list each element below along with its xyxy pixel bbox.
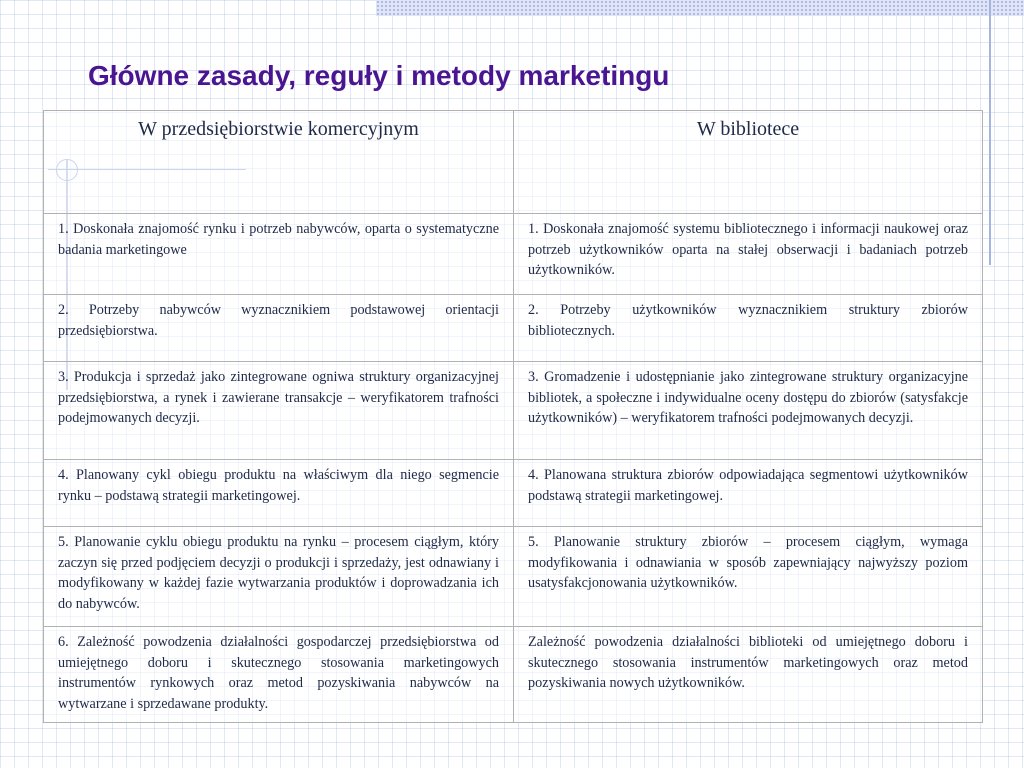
table-row — [44, 214, 983, 295]
cell-library: 3. Gromadzenie i udostępnianie jako zintegrowane struktury organizacyjne bibliotek, a społeczne i indywidualne oceny dostępu do zbiorów (satysfakcje użytkowników) – weryfikatorem trafności podejmowanych decyzji. — [514, 362, 983, 460]
right-decor-line — [989, 0, 991, 265]
cell-commercial: 4. Planowany cykl obiegu produktu na właściwym dla niego segmencie rynku – podstawą strategii marketingowej. — [44, 460, 514, 527]
table-row — [44, 627, 983, 723]
comparison-table — [43, 110, 983, 723]
cell-commercial: 2. Potrzeby nabywców wyznacznikiem podstawowej orientacji przedsiębiorstwa. — [44, 295, 514, 362]
cell-commercial: 3. Produkcja i sprzedaż jako zintegrowane ogniwa struktury organizacyjnej przedsiębiorstwa, a rynek i zawierane transakcje – weryfikatorem trafności podejmowanych decyzji. — [44, 362, 514, 460]
slide-title: Główne zasady, reguły i metody marketingu — [88, 60, 670, 91]
header-library: W bibliotece — [514, 111, 983, 214]
table-row — [44, 460, 983, 527]
cell-library: 4. Planowana struktura zbiorów odpowiadająca segmentowi użytkowników podstawą strategii marketingowej. — [514, 460, 983, 527]
cell-commercial: 6. Zależność powodzenia działalności gospodarczej przedsiębiorstwa od umiejętnego doboru i skutecznego stosowania marketingowych instrumentów rynkowych oraz metod pozyskiwania nabywców na wytwarzane i sprzedawane produkty. — [44, 627, 514, 723]
table-header-row — [44, 111, 983, 214]
cell-library: 2. Potrzeby użytkowników wyznacznikiem struktury zbiorów bibliotecznych. — [514, 295, 983, 362]
cell-library: Zależność powodzenia działalności biblioteki od umiejętnego doboru i skutecznego stosowania instrumentów marketingowych oraz metod pozyskiwania nowych użytkowników. — [514, 627, 983, 723]
top-decor-band — [376, 0, 1024, 16]
cell-commercial: 1. Doskonała znajomość rynku i potrzeb nabywców, oparta o systematyczne badania marketingowe — [44, 214, 514, 295]
table-row — [44, 362, 983, 460]
header-commercial: W przedsiębiorstwie komercyjnym — [44, 111, 514, 214]
cell-commercial: 5. Planowanie cyklu obiegu produktu na rynku – procesem ciągłym, który zaczyn się przed podjęciem decyzji o produkcji i sprzedaży, jest odnawiany i modyfikowany w każdej fazie wytwarzania produktów i doprowadzania ich do nabywców. — [44, 527, 514, 627]
cell-library: 1. Doskonała znajomość systemu bibliotecznego i informacji naukowej oraz potrzeb użytkowników oparta na stałej obserwacji i badaniach potrzeb użytkowników. — [514, 214, 983, 295]
table-row — [44, 295, 983, 362]
cell-library: 5. Planowanie struktury zbiorów – procesem ciągłym, wymaga modyfikowania i odnawiania w sposób zapewniający najwyższy poziom usatysfakcjonowania użytkowników. — [514, 527, 983, 627]
table-row — [44, 527, 983, 627]
